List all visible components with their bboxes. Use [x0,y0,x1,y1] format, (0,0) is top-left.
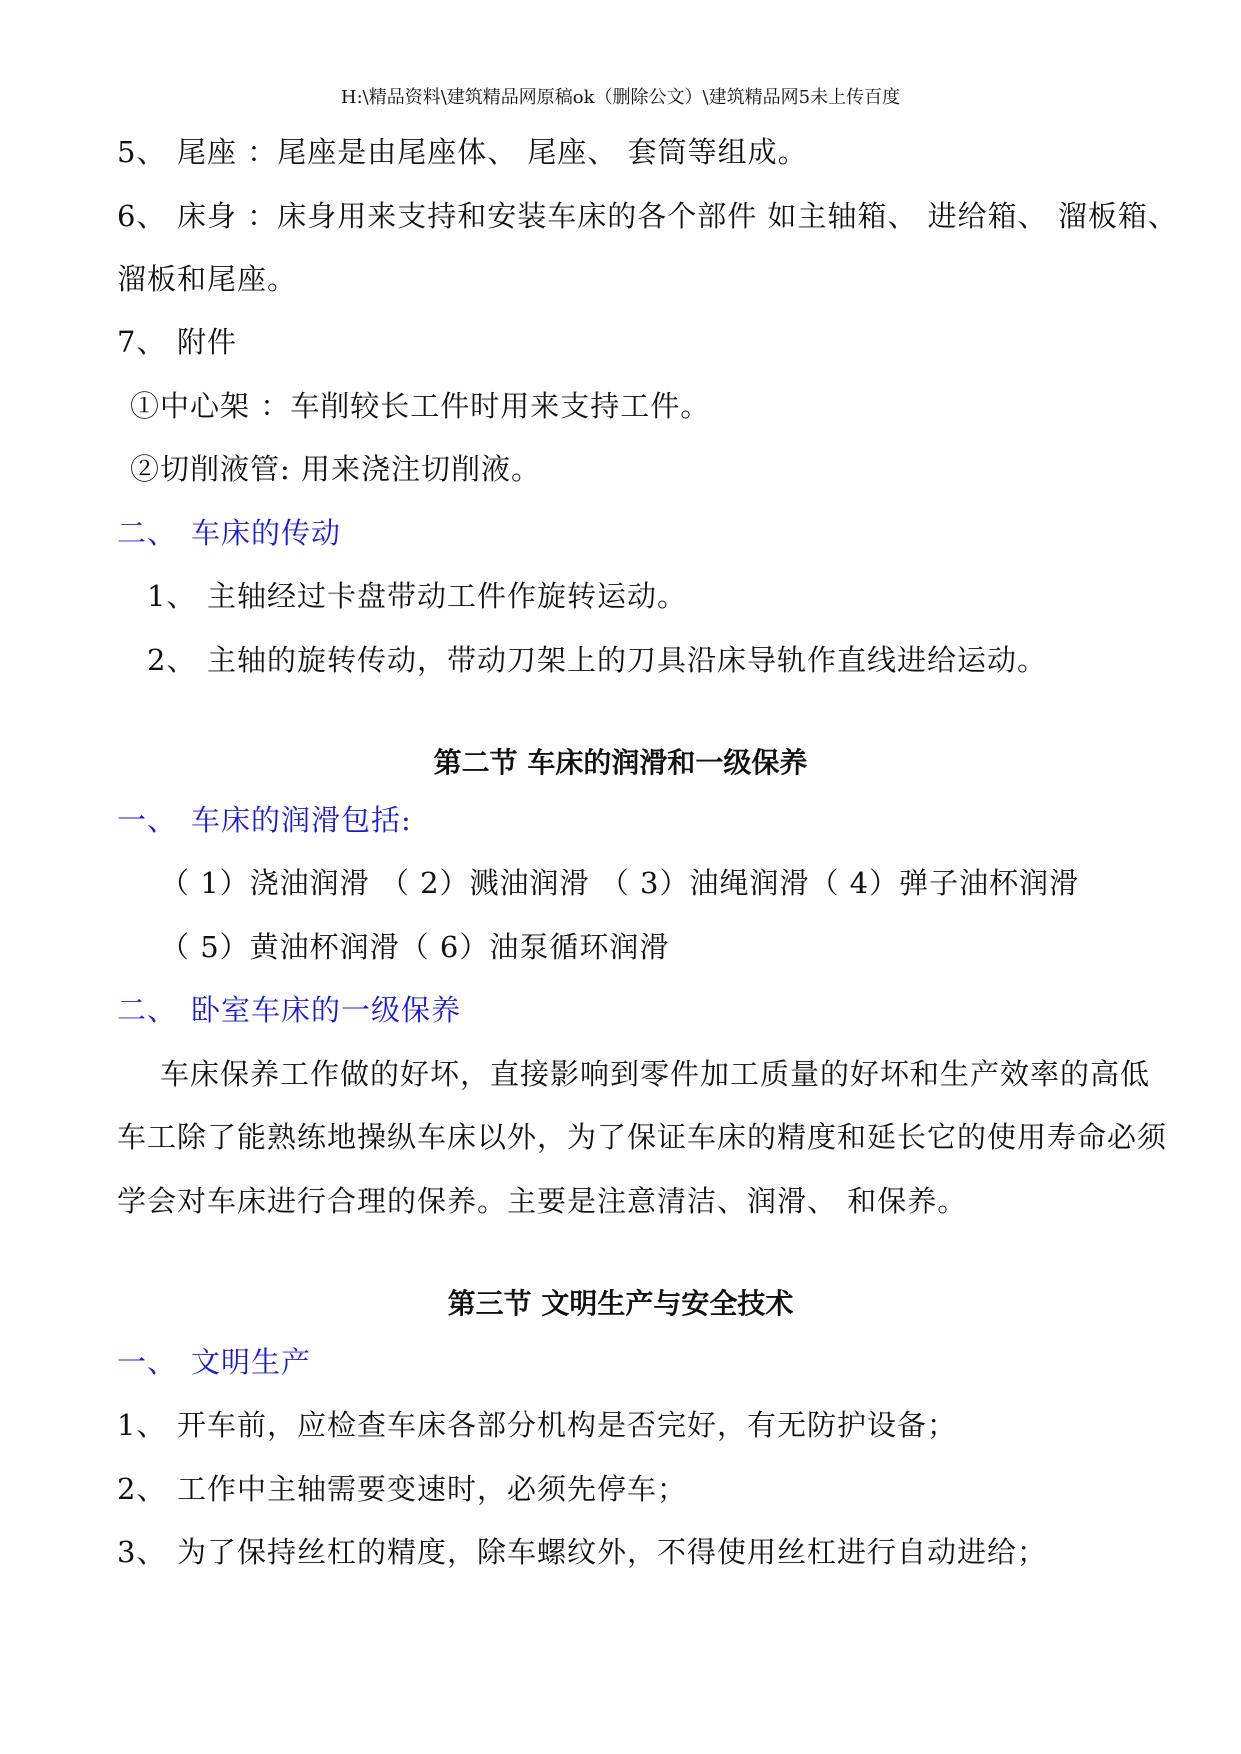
document-header-path: H:\精品资料\建筑精品网原稿ok（删除公文）\建筑精品网5未上传百度 [340,87,901,108]
maintenance-paragraph-line-2: 车工除了能熟练地操纵车床以外，为了保证车床的精度和延长它的使用寿命必须 [117,1120,1168,1154]
item-number: 7、 [117,325,167,359]
item-number: 1、 [147,579,197,613]
item-text: 工作中主轴需要变速时，必须先停车； [177,1472,688,1506]
section-number: 二、 [117,516,178,550]
section-number: 一、 [117,1345,178,1379]
civil-item-3 [117,1532,1047,1572]
lubrication-list-line-2: （ 5）黄油杯润滑（ 6）油泵循环润滑 [160,930,670,964]
maintenance-paragraph-line-3: 学会对车床进行合理的保养。主要是注意清洁、润滑、 和保养。 [117,1184,968,1218]
transmission-item-2 [147,640,1047,680]
item-number: 6、 [117,199,167,233]
maintenance-paragraph-line-1: 车床保养工作做的好坏，直接影响到零件加工质量的好坏和生产效率的高低 [160,1057,1151,1091]
section-title-transmission [117,513,341,553]
section-title: 车床的润滑包括: [191,803,412,837]
section-number: 二、 [117,993,178,1027]
section-title-maintenance [117,990,461,1030]
section-title: 文明生产 [191,1345,312,1379]
section-3-heading: 第三节 文明生产与安全技术 [447,1287,794,1320]
item-number: 2、 [147,643,197,677]
section-number: 一、 [117,803,178,837]
item-text: 床身 ：床身用来支持和安装车床的各个部件 如主轴箱、 进给箱、 溜板箱、 [177,199,1178,233]
item-text: 附件 [177,325,238,359]
item-7-line [117,322,237,362]
item-text: 为了保持丝杠的精度，除车螺纹外，不得使用丝杠进行自动进给； [177,1535,1048,1569]
section-title-civil-production [117,1342,311,1382]
sub-item-coolant-pipe: ②切削液管: 用来浇注切削液。 [130,452,541,486]
item-6-continuation: 溜板和尾座。 [117,262,298,296]
civil-item-2 [117,1469,687,1509]
civil-item-1 [117,1405,957,1445]
item-text: 开车前，应检查车床各部分机构是否完好，有无防护设备； [177,1408,958,1442]
transmission-item-1 [147,576,687,616]
item-number: 1、 [117,1408,167,1442]
item-5-line [117,132,808,172]
item-number: 2、 [117,1472,167,1506]
item-text: 主轴经过卡盘带动工件作旋转运动。 [207,579,688,613]
section-title: 车床的传动 [191,516,342,550]
item-text: 主轴的旋转传动，带动刀架上的刀具沿床导轨作直线进给运动。 [207,643,1048,677]
item-number: 3、 [117,1535,167,1569]
sub-item-center-rest: ①中心架 ：车削较长工件时用来支持工件。 [130,389,711,423]
item-text: 尾座 ：尾座是由尾座体、 尾座、 套筒等组成。 [177,135,808,169]
section-title: 卧室车床的一级保养 [191,993,462,1027]
section-2-heading: 第二节 车床的润滑和一级保养 [433,746,808,779]
section-title-lubrication [117,800,412,840]
item-6-line [117,196,1178,236]
lubrication-list-line-1: （ 1）浇油润滑 （ 2）溅油润滑 （ 3）油绳润滑（ 4）弹子油杯润滑 [160,866,1080,900]
item-number: 5、 [117,135,167,169]
